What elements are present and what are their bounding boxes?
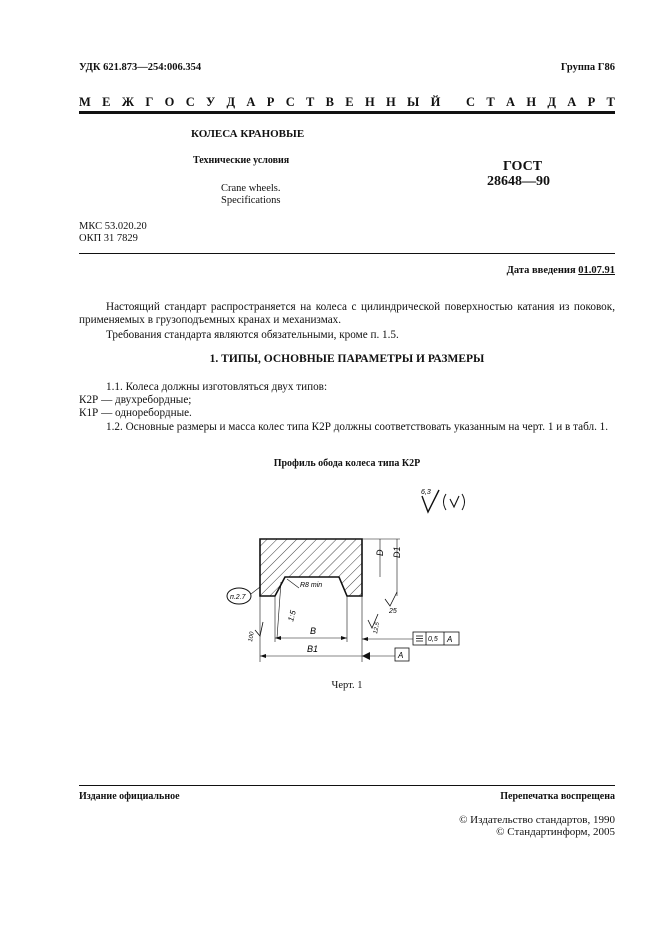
footer-rule [79, 785, 615, 786]
gost-label: ГОСТ [503, 159, 543, 174]
standard-heading-letter: Н [526, 95, 537, 109]
figure-title: Профиль обода колеса типа К2Р [273, 458, 421, 469]
standard-heading-letter: В [325, 95, 334, 109]
standard-heading-letter: У [206, 95, 216, 109]
english-title: Crane wheels. [221, 183, 281, 194]
standard-heading-letter: Д [226, 95, 236, 109]
copyright-2005: © Стандартинформ, 2005 [496, 826, 615, 838]
svg-text:B: B [310, 626, 317, 636]
item-1-1: 1.1. Колеса должны изготовляться двух типов: [106, 381, 328, 393]
document-subtitle: Технические условия [193, 155, 290, 166]
svg-text:A: A [447, 635, 453, 644]
scope-paragraph: Настоящий стандарт распространяется на колеса с цилиндрической поверхностью катания из поковок, применяемых в грузоподъемных кранах и механизмах. [79, 301, 615, 326]
standard-heading-letter: Р [266, 95, 275, 109]
gost-number: 28648—90 [487, 174, 550, 189]
standard-heading-letter: Т [306, 95, 315, 109]
standard-heading-letter: Н [385, 95, 396, 109]
svg-text:D1: D1 [392, 546, 402, 558]
section-heading: 1. ТИПЫ, ОСНОВНЫЕ ПАРАМЕТРЫ И РАЗМЕРЫ [209, 353, 485, 365]
mandatory-paragraph: Требования стандарта являются обязательными, кроме п. 1.5. [106, 329, 399, 341]
standard-heading-letter: Е [345, 95, 354, 109]
svg-text:B1: B1 [307, 644, 319, 654]
standard-heading-letter: Р [587, 95, 596, 109]
udk-code: УДК 621.873—254:006.354 [79, 62, 202, 73]
item-1-2: 1.2. Основные размеры и масса колес типа К2Р должны соответствовать указанным на черт. 1 и в табл. 1. [106, 421, 609, 433]
standard-heading-letter: С [185, 95, 195, 109]
standard-heading-letter: Т [606, 95, 615, 109]
standard-heading-letter: Г [145, 95, 154, 109]
svg-text:п.2.7: п.2.7 [230, 594, 246, 601]
effective-date [507, 265, 615, 276]
standard-heading-letter: А [246, 95, 256, 109]
official-edition-label: Издание официальное [79, 791, 180, 802]
svg-text:D: D [375, 549, 385, 556]
figure-caption: Черт. 1 [331, 680, 363, 691]
okp-code: ОКП 31 7829 [79, 233, 138, 244]
item-type-k2r: К2Р — двухребордные; [79, 394, 192, 406]
standard-heading-letter: Ж [121, 95, 135, 109]
effective-date-label: Дата введения [506, 265, 576, 276]
standard-heading-letter: М [79, 95, 91, 109]
standard-heading-letter: Й [430, 95, 441, 109]
mks-code: МКС 53.020.20 [79, 221, 147, 232]
group-code: Группа Г86 [560, 62, 615, 73]
svg-text:R8 min: R8 min [300, 582, 323, 589]
standard-heading-letter: С [285, 95, 295, 109]
svg-text:25: 25 [389, 608, 397, 615]
reprint-prohibited-label: Перепечатка воспрещена [500, 791, 615, 802]
standard-heading-letter: А [567, 95, 577, 109]
svg-text:0,5: 0,5 [428, 636, 438, 643]
document-title: КОЛЕСА КРАНОВЫЕ [191, 128, 305, 140]
standard-heading-letter: Д [547, 95, 556, 109]
english-subtitle: Specifications [221, 195, 281, 206]
standard-heading-letter: О [164, 95, 175, 109]
svg-text:A: A [398, 651, 404, 660]
standard-heading-letter [452, 95, 455, 110]
svg-text:1:5: 1:5 [286, 609, 298, 623]
standard-heading-letter: Ы [407, 95, 420, 109]
svg-text:100: 100 [248, 631, 256, 643]
standard-heading-letter: С [466, 95, 476, 109]
header-rule [79, 111, 615, 114]
wheel-profile-drawing [225, 482, 465, 672]
roughness-symbol-main [421, 489, 465, 512]
effective-date-value: 01.07.91 [578, 265, 615, 276]
standard-heading-letter: Н [364, 95, 375, 109]
title-rule [79, 253, 615, 254]
copyright-1990: © Издательство стандартов, 1990 [459, 814, 615, 826]
standard-heading-letter: А [506, 95, 516, 109]
standard-heading-letter: Т [486, 95, 495, 109]
standard-type-heading [79, 95, 615, 110]
svg-text:6,3: 6,3 [421, 489, 431, 496]
item-type-k1r: К1Р — одноребордные. [79, 407, 192, 419]
svg-text:12,5: 12,5 [373, 621, 381, 635]
standard-heading-letter: Е [102, 95, 111, 109]
